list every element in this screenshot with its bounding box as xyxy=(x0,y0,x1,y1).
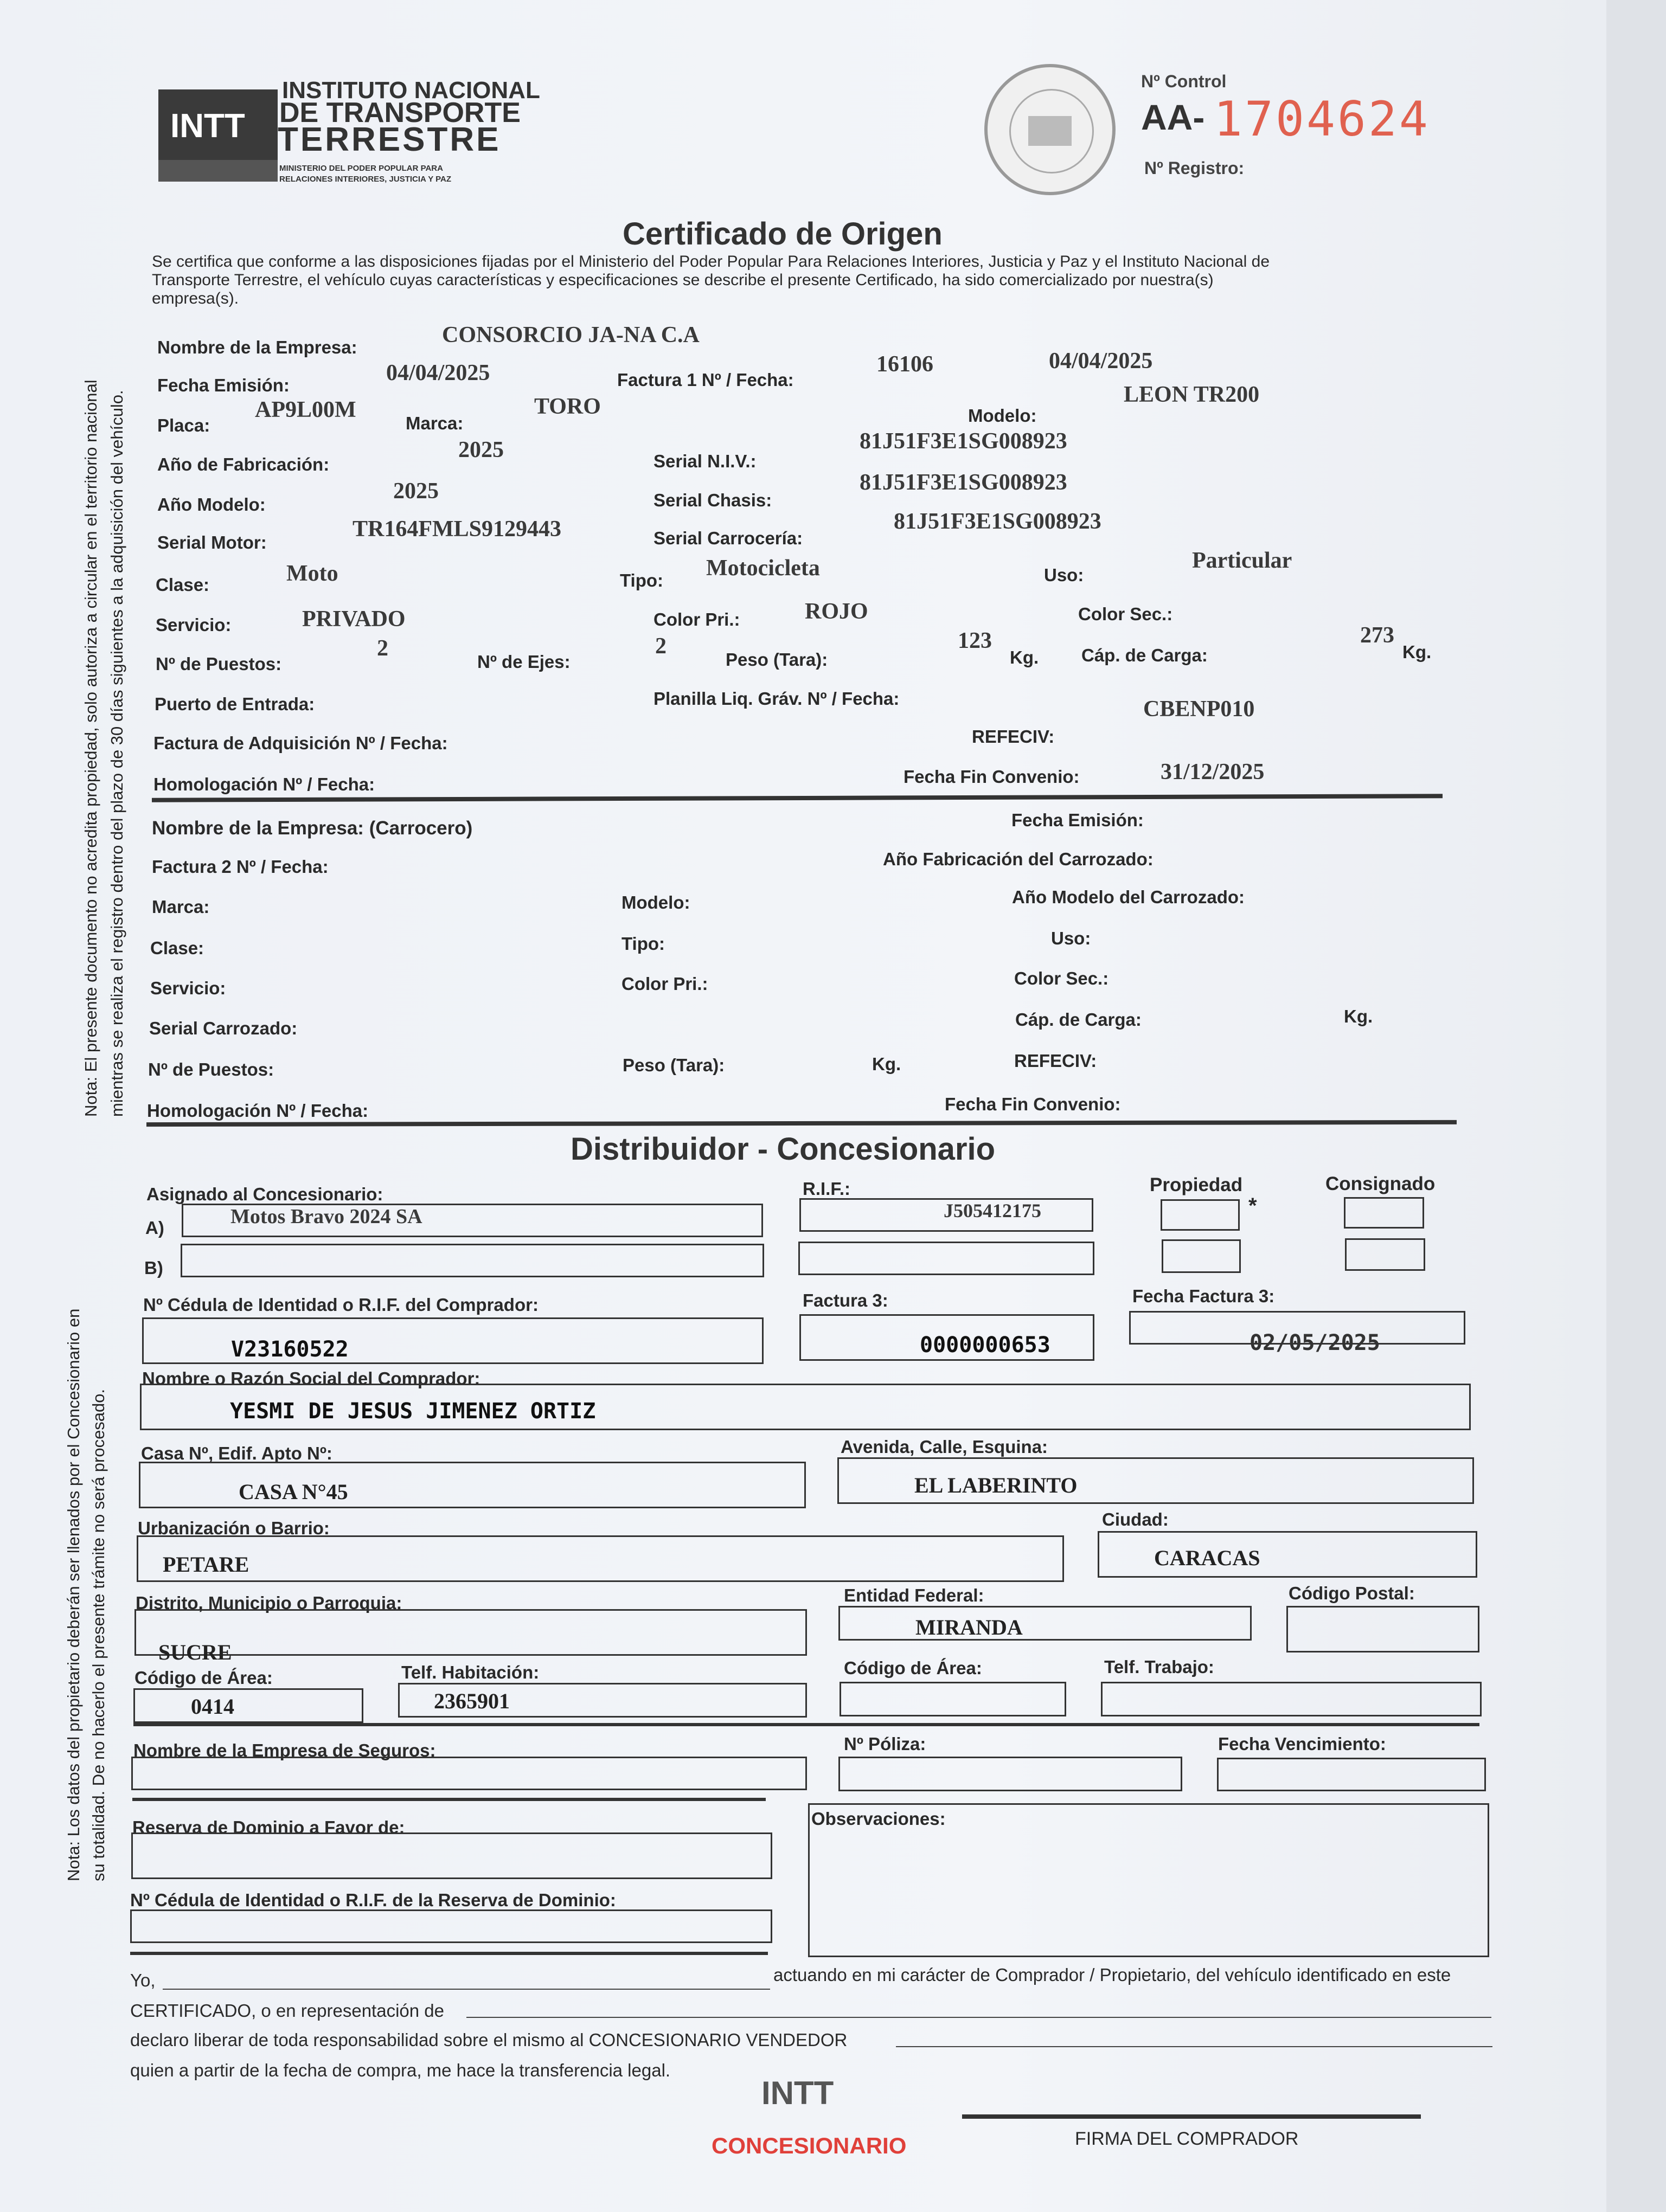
rif-label: R.I.F.: xyxy=(803,1179,850,1199)
ano-modelo-value: 2025 xyxy=(393,479,439,504)
color-pri-value: ROJO xyxy=(805,599,868,624)
placa-label: Placa: xyxy=(157,415,210,435)
puestos-value: 2 xyxy=(377,636,388,661)
area-label: Código de Área: xyxy=(134,1668,273,1688)
ministry-line2: RELACIONES INTERIORES, JUSTICIA Y PAZ xyxy=(279,175,451,184)
rif-b-field[interactable] xyxy=(798,1242,1094,1275)
poliza-label: Nº Póliza: xyxy=(844,1734,926,1754)
uso-value: Particular xyxy=(1192,548,1292,573)
consignado-label: Consignado xyxy=(1325,1173,1436,1194)
distrito-field[interactable] xyxy=(134,1609,807,1656)
color-pri-label: Color Pri.: xyxy=(653,609,740,629)
concesionario-b-field[interactable] xyxy=(181,1244,764,1277)
intro-line3: empresa(s). xyxy=(152,290,239,307)
concesionario-line[interactable] xyxy=(896,2046,1492,2047)
fecha-factura3-label: Fecha Factura 3: xyxy=(1132,1286,1275,1306)
carrocero-color-pri-label: Color Pri.: xyxy=(621,974,708,994)
peso-value: 123 xyxy=(958,628,992,653)
entidad-field[interactable] xyxy=(838,1606,1252,1641)
telf-hab-value: 2365901 xyxy=(434,1689,510,1713)
servicio-label: Servicio: xyxy=(156,615,232,635)
carrocero-fecha-emision-label: Fecha Emisión: xyxy=(1011,810,1144,830)
carrocero-cap-kg: Kg. xyxy=(1344,1006,1373,1026)
side-note-2-line1: Nota: Los datos del propietario deberán ser llenados por el Concesionario en xyxy=(64,1308,83,1881)
ministry-line1: MINISTERIO DEL PODER POPULAR PARA xyxy=(279,164,443,173)
entidad-value: MIRANDA xyxy=(915,1615,1023,1639)
clase-label: Clase: xyxy=(156,575,210,595)
factura1-label: Factura 1 Nº / Fecha: xyxy=(617,370,794,390)
cap-carga-kg: Kg. xyxy=(1402,642,1432,662)
ciudad-label: Ciudad: xyxy=(1102,1509,1169,1529)
org-line1: INSTITUTO NACIONAL xyxy=(282,77,540,104)
seguros-field[interactable] xyxy=(131,1757,807,1790)
ano-fab-label: Año de Fabricación: xyxy=(157,454,330,474)
cap-carga-value: 273 xyxy=(1360,623,1394,648)
carrocero-modelo-label: Modelo: xyxy=(621,892,690,912)
adquisicion-label: Factura de Adquisición Nº / Fecha: xyxy=(153,733,448,753)
postal-field[interactable] xyxy=(1286,1606,1479,1652)
fecha-emision-value: 04/04/2025 xyxy=(386,361,490,385)
area2-label: Código de Área: xyxy=(844,1658,982,1678)
refeciv-value: CBENP010 xyxy=(1143,697,1255,722)
fecha-fin-value: 31/12/2025 xyxy=(1161,760,1265,785)
control-number: 1704624 xyxy=(1214,91,1430,147)
org-line2: DE TRANSPORTE xyxy=(279,97,521,128)
ejes-label: Nº de Ejes: xyxy=(477,652,571,672)
fecha-factura3-value: 02/05/2025 xyxy=(1250,1330,1380,1355)
intro-line1: Se certifica que conforme a las disposiciones fijadas por el Ministerio del Poder Popular Para Relaciones Interiores, Justicia y Paz y el Instituto Nacional de xyxy=(152,253,1270,271)
rif-a-value: J505412175 xyxy=(944,1200,1041,1221)
side-note-1-line1: Nota: El presente documento no acredita propiedad, solo autoriza a circular en el territorio nacional xyxy=(81,380,100,1117)
propiedad-asterisk: * xyxy=(1248,1194,1257,1218)
servicio-value: PRIVADO xyxy=(302,607,406,632)
puerto-label: Puerto de Entrada: xyxy=(155,694,315,714)
side-note-2-line2: su totalidad. De no hacerlo el presente trámite no será procesado. xyxy=(89,1388,108,1881)
placa-value: AP9L00M xyxy=(255,397,356,422)
carrocero-peso-kg: Kg. xyxy=(872,1054,901,1074)
serial-niv-value: 81J51F3E1SG008923 xyxy=(860,429,1067,454)
marca-value: TORO xyxy=(534,394,601,419)
distrito-value: SUCRE xyxy=(158,1640,232,1664)
ano-fab-value: 2025 xyxy=(458,438,504,462)
modelo-label: Modelo: xyxy=(968,406,1037,426)
color-sec-label: Color Sec.: xyxy=(1078,604,1173,624)
empresa-value: CONSORCIO JA-NA C.A xyxy=(442,323,700,348)
telf-trabajo-label: Telf. Trabajo: xyxy=(1104,1657,1214,1677)
vencimiento-label: Fecha Vencimiento: xyxy=(1218,1734,1386,1754)
serial-niv-label: Serial N.I.V.: xyxy=(653,451,757,471)
distrito-label: Distrito, Municipio o Parroquia: xyxy=(136,1593,402,1613)
tipo-value: Motocicleta xyxy=(706,556,820,581)
registro-label: Nº Registro: xyxy=(1144,158,1245,178)
carrocero-fecha-fin-label: Fecha Fin Convenio: xyxy=(945,1094,1121,1114)
firma-line[interactable] xyxy=(962,2114,1421,2119)
consignado-b-checkbox[interactable] xyxy=(1345,1238,1425,1271)
stamp-sub: CONCESIONARIO xyxy=(712,2133,907,2158)
cedula-value: V23160522 xyxy=(231,1337,349,1362)
entidad-label: Entidad Federal: xyxy=(844,1585,984,1605)
cedula-label: Nº Cédula de Identidad o R.I.F. del Comprador: xyxy=(143,1295,539,1315)
org-line3: TERRESTRE xyxy=(278,121,501,158)
serial-chasis-value: 81J51F3E1SG008923 xyxy=(860,470,1067,495)
cedula-reserva-field[interactable] xyxy=(130,1909,772,1943)
seguros-label: Nombre de la Empresa de Seguros: xyxy=(133,1740,436,1760)
clase-value: Moto xyxy=(286,561,338,586)
fecha-emision-label: Fecha Emisión: xyxy=(157,375,290,395)
control-label: Nº Control xyxy=(1141,72,1227,91)
cap-carga-label: Cáp. de Carga: xyxy=(1081,645,1208,665)
stamp-title: INTT xyxy=(761,2075,834,2111)
firma-label: FIRMA DEL COMPRADOR xyxy=(1075,2129,1299,2149)
carrocero-peso-label: Peso (Tara): xyxy=(623,1055,725,1075)
ejes-value: 2 xyxy=(655,634,667,659)
planilla-label: Planilla Liq. Gráv. Nº / Fecha: xyxy=(653,689,900,709)
avenida-value: EL LABERINTO xyxy=(914,1473,1078,1497)
row-a-label: A) xyxy=(145,1218,164,1238)
declaration-line2: CERTIFICADO, o en representación de xyxy=(130,2001,444,2021)
carrocero-servicio-label: Servicio: xyxy=(150,978,226,998)
nombre-comprador-label: Nombre o Razón Social del Comprador: xyxy=(142,1368,480,1388)
factura1-number: 16106 xyxy=(876,352,933,377)
fecha-fin-label: Fecha Fin Convenio: xyxy=(904,767,1080,787)
peso-kg: Kg. xyxy=(1010,647,1039,667)
asignado-label: Asignado al Concesionario: xyxy=(146,1184,383,1204)
propiedad-b-checkbox[interactable] xyxy=(1162,1239,1241,1273)
declaration-line4: quien a partir de la fecha de compra, me hace la transferencia legal. xyxy=(130,2060,671,2080)
reserva-field[interactable] xyxy=(131,1832,772,1879)
homologacion-label: Homologación Nº / Fecha: xyxy=(153,774,375,794)
casa-label: Casa Nº, Edif. Apto Nº: xyxy=(141,1443,332,1463)
poliza-field[interactable] xyxy=(838,1757,1182,1791)
declaration-yo: Yo, xyxy=(130,1970,156,1990)
declaration-line1-end: actuando en mi carácter de Comprador / Propietario, del vehículo identificado en este xyxy=(773,1965,1451,1985)
carrocero-homologacion-label: Homologación Nº / Fecha: xyxy=(147,1101,369,1121)
intro-line2: Transporte Terrestre, el vehículo cuyas características y especificaciones se describe el presente Certificado, ha sido comercializado por nuestra(s) xyxy=(152,271,1214,289)
intt-logo xyxy=(158,89,278,182)
carrocero-ano-modelo-label: Año Modelo del Carrozado: xyxy=(1012,887,1245,907)
carrocero-refeciv-label: REFECIV: xyxy=(1014,1051,1097,1071)
carrocero-color-sec-label: Color Sec.: xyxy=(1014,968,1109,988)
ciudad-value: CARACAS xyxy=(1154,1546,1260,1570)
refeciv-label: REFECIV: xyxy=(972,726,1055,747)
ministry-seal xyxy=(984,64,1116,195)
propiedad-label: Propiedad xyxy=(1150,1174,1243,1195)
observaciones-label: Observaciones: xyxy=(811,1809,946,1829)
vencimiento-field[interactable] xyxy=(1217,1758,1486,1791)
section-divider-3 xyxy=(133,1723,1479,1726)
carrocero-puestos-label: Nº de Puestos: xyxy=(148,1059,274,1079)
carrocero-cap-carga-label: Cáp. de Carga: xyxy=(1015,1009,1142,1030)
carrocero-factura2-label: Factura 2 Nº / Fecha: xyxy=(152,857,329,877)
serial-carroceria-label: Serial Carrocería: xyxy=(653,528,803,548)
representacion-line[interactable] xyxy=(466,2017,1491,2018)
uso-label: Uso: xyxy=(1044,565,1084,585)
carrocero-ano-fab-label: Año Fabricación del Carrozado: xyxy=(883,849,1154,869)
consignado-a-checkbox[interactable] xyxy=(1344,1197,1424,1229)
cedula-reserva-label: Nº Cédula de Identidad o R.I.F. de la Reserva de Dominio: xyxy=(130,1890,616,1910)
serial-carroceria-value: 81J51F3E1SG008923 xyxy=(894,509,1101,534)
control-prefix: AA- xyxy=(1141,97,1205,137)
serial-chasis-label: Serial Chasis: xyxy=(653,490,772,510)
carrocero-uso-label: Uso: xyxy=(1051,928,1091,948)
concesionario-a-value: Motos Bravo 2024 SA xyxy=(230,1205,422,1228)
carrocero-marca-label: Marca: xyxy=(152,897,210,917)
doc-title: Certificado de Origen xyxy=(623,216,943,252)
row-b-label: B) xyxy=(144,1258,163,1278)
serial-motor-value: TR164FMLS9129443 xyxy=(353,517,562,542)
reserva-divider xyxy=(132,1798,766,1801)
urbanizacion-label: Urbanización o Barrio: xyxy=(138,1518,330,1538)
reserva-label: Reserva de Dominio a Favor de: xyxy=(132,1817,405,1837)
carrocero-clase-label: Clase: xyxy=(150,938,204,958)
nombre-comprador-value: YESMI DE JESUS JIMENEZ ORTIZ xyxy=(230,1399,596,1424)
telf-hab-label: Telf. Habitación: xyxy=(401,1662,540,1682)
carrocero-serial-label: Serial Carrozado: xyxy=(149,1018,298,1038)
scan-edge xyxy=(1606,0,1666,2212)
carrocero-empresa-label: Nombre de la Empresa: (Carrocero) xyxy=(152,818,473,839)
telf-trabajo-field[interactable] xyxy=(1101,1682,1482,1716)
factura3-value: 0000000653 xyxy=(920,1333,1050,1358)
urbanizacion-value: PETARE xyxy=(163,1552,249,1577)
area-value: 0414 xyxy=(191,1694,234,1719)
casa-value: CASA N°45 xyxy=(239,1480,348,1504)
peso-label: Peso (Tara): xyxy=(726,650,828,670)
side-note-1-line2: mientras se realiza el registro dentro del plazo de 30 días siguientes a la adquisición del vehículo. xyxy=(107,390,126,1117)
logo-abbrev: INTT xyxy=(170,107,245,145)
declaration-divider xyxy=(130,1952,768,1955)
factura3-label: Factura 3: xyxy=(803,1290,888,1310)
declaration-line3: declaro liberar de toda responsabilidad sobre el mismo al CONCESIONARIO VENDEDOR xyxy=(130,2030,848,2050)
empresa-label: Nombre de la Empresa: xyxy=(157,337,357,357)
tipo-label: Tipo: xyxy=(620,570,664,590)
dealer-section-title: Distribuidor - Concesionario xyxy=(571,1131,996,1167)
urbanizacion-field[interactable] xyxy=(137,1535,1064,1582)
marca-label: Marca: xyxy=(406,413,464,433)
yo-name-line[interactable] xyxy=(163,1989,770,1990)
area2-field[interactable] xyxy=(840,1682,1066,1716)
carrocero-tipo-label: Tipo: xyxy=(621,934,665,954)
modelo-value: LEON TR200 xyxy=(1124,382,1260,407)
observaciones-field[interactable] xyxy=(808,1803,1489,1957)
serial-motor-label: Serial Motor: xyxy=(157,532,267,552)
postal-label: Código Postal: xyxy=(1289,1583,1415,1603)
ano-modelo-label: Año Modelo: xyxy=(157,494,266,515)
avenida-label: Avenida, Calle, Esquina: xyxy=(841,1437,1048,1457)
factura1-date: 04/04/2025 xyxy=(1049,349,1153,374)
propiedad-a-checkbox[interactable] xyxy=(1161,1199,1240,1231)
area-field[interactable] xyxy=(133,1688,363,1723)
puestos-label: Nº de Puestos: xyxy=(156,654,282,674)
